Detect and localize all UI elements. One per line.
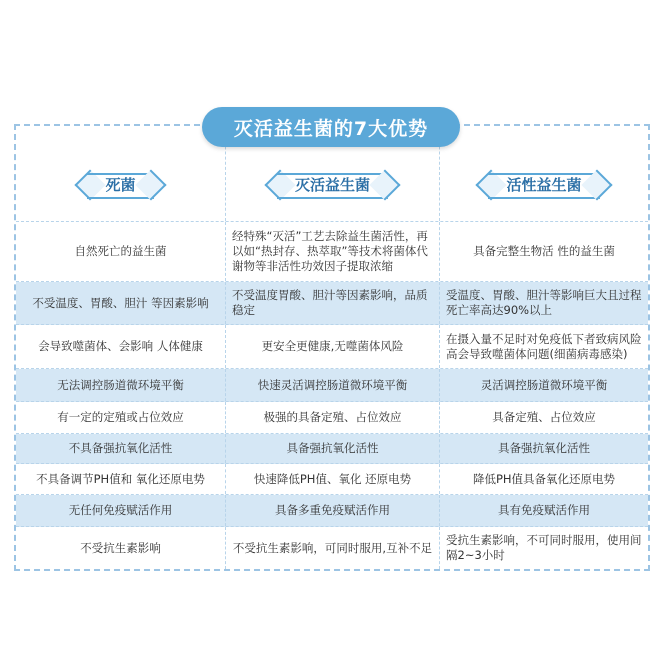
header-label: 活性益生菌 — [506, 176, 582, 194]
table-cell: 无法调控肠道微环境平衡 — [16, 369, 226, 401]
table-row — [16, 325, 648, 369]
table-row — [16, 527, 648, 569]
header-badge — [75, 172, 165, 200]
table-cell: 具备多重免疫赋活作用 — [226, 495, 440, 526]
table-row — [16, 464, 648, 495]
table-cell: 具备完整生物活 性的益生菌 — [473, 244, 615, 258]
table-cell: 不受抗生素影响，可同时服用,互补不足 — [226, 527, 440, 569]
table-cell: 更安全更健康,无噬菌体风险 — [226, 325, 440, 368]
table-cell: 自然死亡的益生菌 — [16, 222, 226, 281]
table-row — [16, 222, 648, 282]
header-cell-dead-bacteria — [16, 126, 226, 221]
table-row — [16, 495, 648, 527]
header-label: 灭活益生菌 — [294, 176, 370, 194]
table-cell: 在摄入量不足时对免疫低下者致病风险高会导致噬菌体问题(细菌病毒感染) — [446, 331, 642, 361]
table-cell: 不受抗生素影响 — [16, 527, 226, 569]
table-cell: 具备定殖、占位效应 — [492, 410, 596, 424]
comparison-table — [14, 124, 650, 571]
table-cell: 降低PH值具备氧化还原电势 — [472, 471, 616, 486]
table-cell: 快速灵活调控肠道微环境平衡 — [226, 369, 440, 401]
table-cell: 会导致噬菌体、会影响 人体健康 — [16, 325, 226, 368]
table-cell: 有一定的定殖或占位效应 — [16, 402, 226, 433]
table-row — [16, 434, 648, 464]
header-badge — [476, 172, 611, 200]
header-label: 死菌 — [105, 176, 136, 194]
table-row — [16, 369, 648, 402]
table-cell: 不具备调节PH值和 氧化还原电势 — [16, 464, 226, 494]
table-cell: 具备强抗氧化活性 — [498, 441, 590, 455]
table-cell: 经特殊“灭活”工艺去除益生菌活性，再以如“热封存、热萃取”等技术将菌体代谢物等非活性功效因子提取浓缩 — [226, 222, 440, 281]
table-row — [16, 282, 648, 325]
table-cell: 不受温度胃酸、胆汁等因素影响，品质稳定 — [226, 282, 440, 324]
table-cell: 受温度、胃酸、胆汁等影响巨大且过程死亡率高达90%以上 — [446, 288, 642, 317]
table-cell: 不受温度、胃酸、胆汁 等因素影响 — [16, 282, 226, 324]
table-cell: 具备强抗氧化活性 — [226, 434, 440, 463]
table-cell: 无任何免疫赋活作用 — [16, 495, 226, 526]
table-cell: 不具备强抗氧化活性 — [16, 434, 226, 463]
table-cell: 快速降低PH值、氧化 还原电势 — [226, 464, 440, 494]
page-title: 灭活益生菌的7大优势 — [202, 107, 460, 147]
table-cell: 受抗生素影响，不可同时服用，使用间隔2~3小时 — [446, 533, 642, 562]
table-row — [16, 402, 648, 434]
header-cell-live-probiotics — [440, 126, 648, 221]
header-badge — [265, 172, 400, 200]
table-cell: 具有免疫赋活作用 — [498, 503, 590, 517]
table-cell: 灵活调控肠道微环境平衡 — [480, 377, 608, 392]
table-cell: 极强的具备定殖、占位效应 — [226, 402, 440, 433]
